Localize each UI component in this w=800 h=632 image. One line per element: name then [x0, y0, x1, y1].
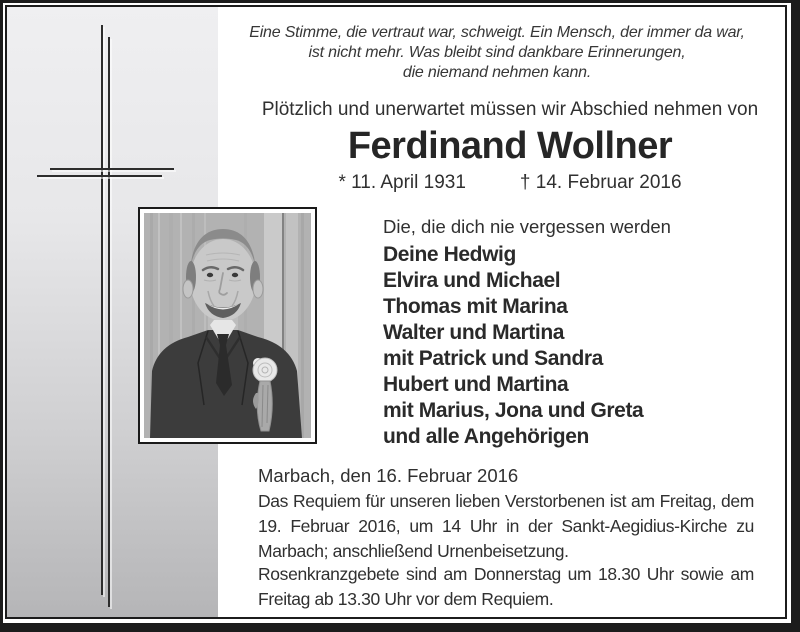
- mourner-line: Walter und Martina: [383, 321, 565, 344]
- death-date: † 14. Februar 2016: [519, 172, 682, 193]
- quote-line: die niemand nehmen kann.: [402, 64, 592, 81]
- requiem-line: Das Requiem für unseren lieben Verstorbenen ist am Freitag, dem: [258, 491, 754, 511]
- cross-bar: [50, 168, 174, 170]
- cross-bar: [108, 37, 110, 607]
- intro-line: Plötzlich und unerwartet müssen wir Abschied nehmen von: [261, 99, 759, 120]
- rosary-paragraph: [258, 562, 754, 612]
- quote-line: Eine Stimme, die vertraut war, schweigt. Ein Mensch, der immer da war,: [249, 24, 745, 41]
- mourner-line: Elvira und Michael: [383, 269, 561, 292]
- portrait-image: [144, 213, 311, 438]
- rosary-line: Rosenkranzgebete sind am Donnerstag um 18.30 Uhr sowie am: [258, 564, 754, 584]
- quote-line: ist nicht mehr. Was bleibt sind dankbare Erinnerungen,: [308, 44, 686, 61]
- life-dates: [235, 172, 785, 194]
- cross-bar: [37, 175, 162, 177]
- mourner-line: mit Marius, Jona und Greta: [383, 399, 644, 422]
- farewell-line: Die, die dich nie vergessen werden: [383, 216, 671, 237]
- mourner-line: Deine Hedwig: [383, 243, 516, 266]
- memorial-quote: [222, 23, 772, 83]
- rosary-line: Freitag ab 13.30 Uhr vor dem Requiem.: [258, 589, 554, 609]
- mourner-line: Thomas mit Marina: [383, 295, 568, 318]
- mourners-list: [383, 242, 643, 450]
- requiem-line: Marbach; anschließend Urnenbeisetzung.: [258, 541, 569, 561]
- mourner-line: mit Patrick und Sandra: [383, 347, 603, 370]
- requiem-line: 19. Februar 2016, um 14 Uhr in der Sankt-Aegidius-Kirche zu: [258, 516, 754, 536]
- place-date-line: Marbach, den 16. Februar 2016: [258, 465, 519, 486]
- mourner-line: Hubert und Martina: [383, 373, 569, 396]
- birth-date: * 11. April 1931: [338, 172, 466, 193]
- cross-bar: [101, 25, 103, 595]
- requiem-paragraph: [258, 489, 754, 564]
- mourner-line: und alle Angehörigen: [383, 425, 589, 448]
- deceased-name: Ferdinand Wollner: [347, 125, 673, 167]
- portrait-photo: [138, 207, 317, 444]
